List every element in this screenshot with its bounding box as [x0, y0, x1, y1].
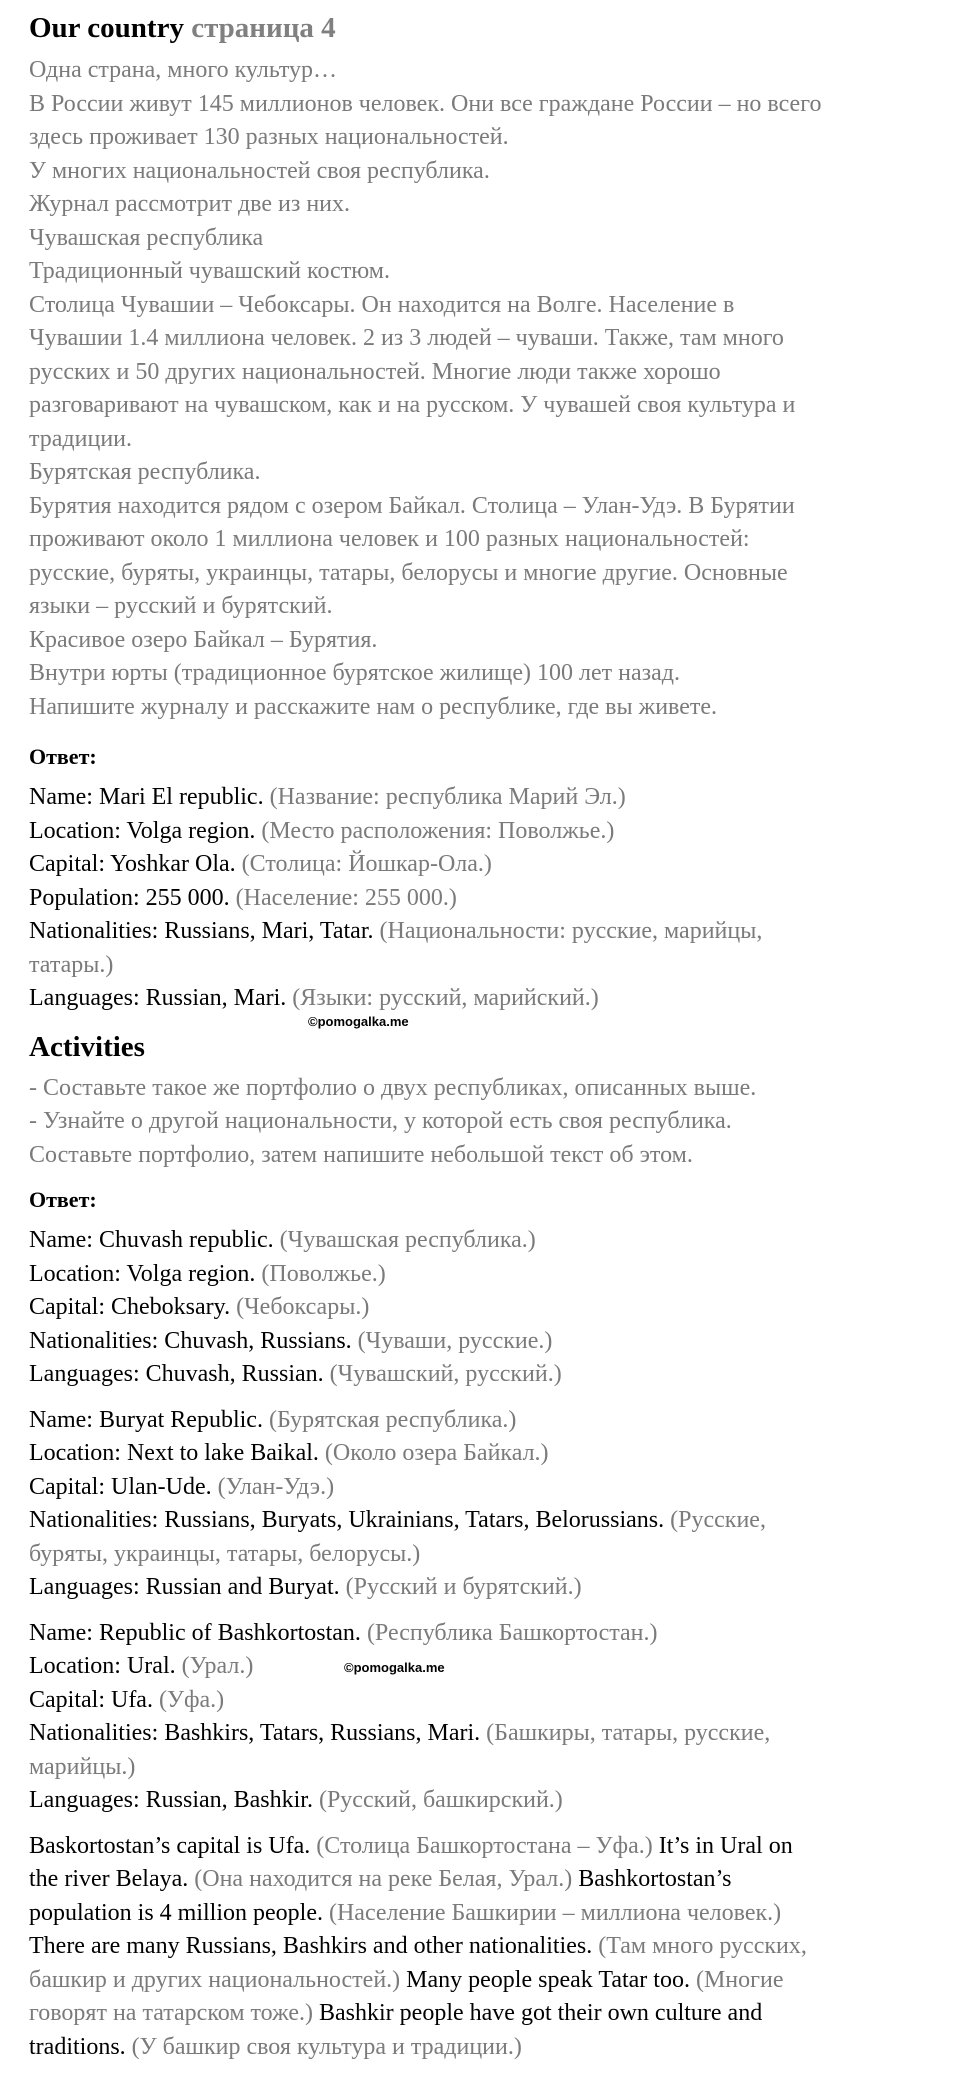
paragraph-en: Bashkir people have got their own culture and: [313, 2000, 763, 2026]
answer-line: [29, 1717, 949, 1751]
activities-list: [29, 1072, 949, 1173]
intro-line: Бурятия находится рядом с озером Байкал. Столица – Улан-Удэ. В Бурятии: [29, 492, 795, 519]
answer-en: Name: Republic of Bashkortostan.: [29, 1619, 361, 1646]
intro-line: Журнал рассмотрит две из них.: [29, 191, 351, 217]
answer-en: Location: Next to lake Baikal.: [29, 1440, 319, 1466]
intro-line: Напишите журналу и расскажите нам о республике, где вы живете.: [29, 693, 718, 720]
answer-ru: буряты, украинцы, татары, белорусы.): [29, 1540, 421, 1567]
intro-line: Бурятская республика.: [29, 459, 261, 485]
answer-ru: (Население: 255 000.): [229, 884, 457, 911]
activity-item: - Узнайте о другой национальности, у которой есть своя республика.: [29, 1108, 732, 1134]
answer-en: Nationalities: Russians, Buryats, Ukrainians, Tatars, Belorussians.: [29, 1507, 665, 1533]
intro-line: Красивое озеро Байкал – Бурятия.: [29, 626, 378, 653]
answer-line: [29, 982, 949, 1016]
answer-en: Nationalities: Bashkirs, Tatars, Russians, Mari.: [29, 1720, 481, 1746]
intro-line: языки – русский и бурятский.: [29, 593, 333, 619]
watermark: ©pomogalka.me: [308, 1014, 409, 1029]
activities-heading: Activities: [29, 1030, 145, 1063]
intro-line: Чувашии 1.4 миллиона человек. 2 из 3 людей – чуваши. Также, там много: [29, 325, 784, 351]
paragraph-line: [29, 1830, 949, 1864]
page-title: [29, 0, 949, 46]
intro-line: проживают около 1 миллиона человек и 100 разных национальностей:: [29, 526, 750, 552]
answer-en: Location: Volga region.: [29, 817, 256, 844]
answer-line: [29, 1617, 949, 1651]
answer-ru: (Название: республика Марий Эл.): [263, 784, 626, 810]
answer-ru: (Улан-Удэ.): [211, 1473, 335, 1500]
answer-ru: (Поволжье.): [255, 1260, 386, 1287]
answer-chuvash: [29, 1224, 949, 1392]
answer-ru: (Русский, башкирский.): [312, 1787, 563, 1813]
answer-ru: (Около озера Байкал.): [318, 1440, 549, 1466]
answer-ru: (Чувашский, русский.): [323, 1361, 562, 1387]
answer-label: Ответ:: [29, 1187, 97, 1212]
answer-line: [29, 949, 949, 983]
answer-en: Population: 255 000.: [29, 884, 230, 911]
answer-ru: (Русские,: [664, 1507, 766, 1533]
answer-en: Name: Chuvash republic.: [29, 1227, 274, 1253]
answer-en: Location: Ural.: [29, 1653, 176, 1679]
answer-en: Name: Buryat Republic.: [29, 1406, 263, 1433]
paragraph-ru: (Население Башкирии – миллиона человек.): [322, 1899, 782, 1926]
answer-en: Capital: Ulan-Ude.: [29, 1473, 212, 1500]
paragraph-en: Many people speak Tatar too.: [400, 1966, 690, 1993]
activity-item: Составьте портфолио, затем напишите небольшой текст об этом.: [29, 1141, 693, 1168]
intro-line: Одна страна, много культур…: [29, 57, 338, 83]
answer-en: Languages: Russian, Bashkir.: [29, 1787, 313, 1813]
answer-line: [29, 1358, 949, 1392]
answer-ru: (Чебоксары.): [230, 1294, 370, 1320]
answer-line: [29, 1258, 949, 1292]
answer-line: [29, 1504, 949, 1538]
paragraph-ru: башкир и других национальностей.): [29, 1966, 401, 1993]
bashkortostan-paragraph: [29, 1830, 949, 2065]
intro-line: здесь проживает 130 разных национальностей.: [29, 124, 509, 150]
answer-ru: (Чувашская республика.): [273, 1227, 536, 1253]
answer-line: [29, 1325, 949, 1359]
intro-line: Чувашская республика: [29, 224, 264, 251]
intro-line: русские, буряты, украинцы, татары, белорусы и многие другие. Основные: [29, 559, 788, 586]
paragraph-ru: (Там много русских,: [592, 1933, 807, 1959]
answer-ru: (Языки: русский, марийский.): [286, 985, 599, 1011]
paragraph-ru: (У башкир своя культура и традиции.): [125, 2033, 522, 2060]
paragraph-line: [29, 1897, 949, 1931]
paragraph-ru: (Она находится на реке Белая, Урал.): [188, 1866, 573, 1892]
paragraph-en: It’s in Ural on: [652, 1832, 793, 1859]
answer-line: [29, 1471, 949, 1505]
answer-ru: (Место расположения: Поволжье.): [255, 817, 615, 844]
answer-ru: (Башкиры, татары, русские,: [480, 1720, 771, 1746]
answer-en: Nationalities: Chuvash, Russians.: [29, 1327, 352, 1354]
answer-ru: (Республика Башкортостан.): [360, 1619, 658, 1646]
answer-line: [29, 1538, 949, 1572]
intro-line: У многих национальностей своя республика.: [29, 157, 490, 184]
paragraph-en: traditions.: [29, 2033, 126, 2060]
answer-ru: (Уфа.): [152, 1686, 225, 1713]
intro-line: Внутри юрты (традиционное бурятское жилище) 100 лет назад.: [29, 660, 680, 686]
answer-line: [29, 1571, 949, 1605]
paragraph-line: [29, 1930, 949, 1964]
answer-line: [29, 1404, 949, 1438]
answer-line: [29, 815, 949, 849]
answer-line: [29, 781, 949, 815]
paragraph-ru: (Многие: [689, 1966, 784, 1993]
answer-line: [29, 1437, 949, 1471]
paragraph-en: Bashkortostan’s: [572, 1866, 732, 1892]
activity-item: - Составьте такое же портфолио о двух республиках, описанных выше.: [29, 1074, 757, 1101]
answer-line: [29, 1650, 949, 1684]
answer-line: [29, 1224, 949, 1258]
paragraph-line: [29, 1863, 949, 1897]
title-main: Our country: [29, 12, 184, 44]
intro-line: разговаривают на чувашском, как и на русском. У чувашей своя культура и: [29, 392, 796, 418]
answer-line: [29, 1751, 949, 1785]
answer-line: [29, 1291, 949, 1325]
answer-line: [29, 1784, 949, 1818]
watermark: ©pomogalka.me: [344, 1660, 445, 1675]
answer-ru: (Чуваши, русские.): [351, 1327, 553, 1354]
paragraph-en: Baskortostan’s capital is Ufa.: [29, 1832, 311, 1859]
answer-ru: (Русский и бурятский.): [339, 1574, 582, 1600]
answer-en: Name: Mari El republic.: [29, 784, 264, 810]
paragraph-line: [29, 1964, 949, 1998]
answer-ru: (Урал.): [175, 1653, 254, 1679]
answer-line: [29, 1684, 949, 1718]
answer-mari-el: [29, 781, 949, 1016]
answer-en: Capital: Yoshkar Ola.: [29, 851, 236, 877]
answer-buryat: [29, 1404, 949, 1605]
answer-ru: (Столица: Йошкар-Ола.): [235, 851, 492, 877]
intro-line: Традиционный чувашский костюм.: [29, 258, 390, 284]
paragraph-line: [29, 1997, 949, 2031]
answer-bashkortostan: [29, 1617, 949, 1818]
answer-ru: марийцы.): [29, 1753, 136, 1780]
answer-line: [29, 848, 949, 882]
paragraph-ru: (Столица Башкортостана – Уфа.): [310, 1832, 653, 1859]
document-content: [29, 0, 949, 2064]
intro-line: Столица Чувашии – Чебоксары. Он находится на Волге. Население в: [29, 291, 735, 318]
intro-line: традиции.: [29, 425, 133, 452]
answer-en: Languages: Chuvash, Russian.: [29, 1361, 324, 1387]
paragraph-ru: говорят на татарском тоже.): [29, 2000, 313, 2026]
intro-line: русских и 50 других национальностей. Многие люди также хорошо: [29, 358, 721, 385]
paragraph-en: There are many Russians, Bashkirs and other nationalities.: [29, 1933, 593, 1959]
title-page-number: страница 4: [191, 12, 336, 44]
answer-ru: татары.): [29, 951, 114, 978]
answer-en: Nationalities: Russians, Mari, Tatar.: [29, 918, 374, 944]
answer-ru: (Национальности: русские, марийцы,: [373, 918, 763, 944]
answer-line: [29, 915, 949, 949]
answer-en: Capital: Cheboksary.: [29, 1294, 231, 1320]
paragraph-en: population is 4 million people.: [29, 1899, 323, 1926]
paragraph-en: the river Belaya.: [29, 1866, 189, 1892]
intro-line: В России живут 145 миллионов человек. Они все граждане России – но всего: [29, 90, 822, 117]
intro-text: [29, 54, 949, 724]
answer-en: Languages: Russian, Mari.: [29, 985, 287, 1011]
answer-en: Languages: Russian and Buryat.: [29, 1574, 340, 1600]
paragraph-line: [29, 2031, 949, 2065]
answer-en: Location: Volga region.: [29, 1260, 256, 1287]
answer-ru: (Бурятская республика.): [262, 1406, 517, 1433]
answer-en: Capital: Ufa.: [29, 1686, 153, 1713]
answer-label: Ответ:: [29, 744, 97, 769]
answer-line: [29, 882, 949, 916]
